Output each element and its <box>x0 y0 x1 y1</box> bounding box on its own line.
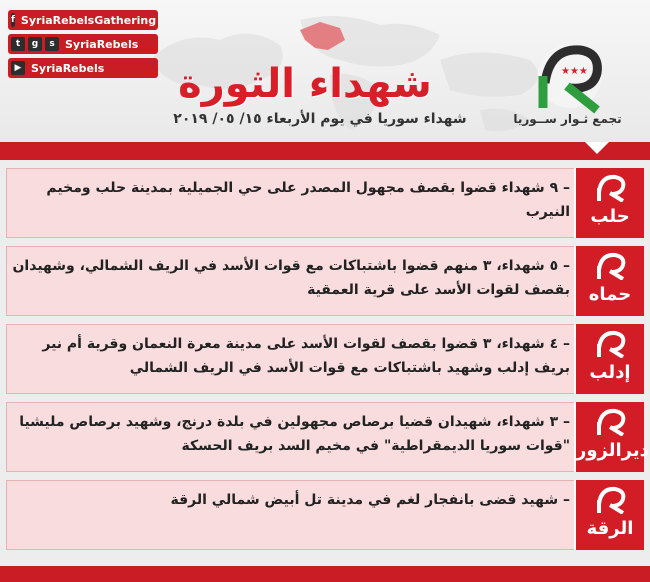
header-divider <box>0 142 650 160</box>
city-name: حلب <box>590 206 630 227</box>
badge-logo-icon <box>593 484 629 514</box>
city-badge <box>574 480 644 550</box>
header <box>0 0 650 142</box>
badge-logo-icon <box>593 172 629 202</box>
logo-text: تجمع ثـوار ســوريا <box>513 112 622 126</box>
row-text: – ٥ شهداء، ٣ منهم قضوا باشتباكات مع قوات الأسد في الريف الشمالي، وشهيدان بقصف لقوات الأسد على قرية العمقية <box>12 258 570 298</box>
city-row <box>0 402 650 472</box>
youtube-link[interactable]: ▶ SyriaRebels <box>8 58 158 78</box>
city-badge <box>574 324 644 394</box>
city-badge <box>574 246 644 316</box>
city-name: إدلب <box>589 362 631 383</box>
city-row <box>0 168 650 238</box>
city-badge <box>574 402 649 472</box>
facebook-link[interactable]: f SyriaRebelsGathering <box>8 10 158 30</box>
badge-logo-icon <box>593 250 629 280</box>
city-badge <box>574 168 644 238</box>
city-row <box>0 246 650 316</box>
city-row <box>0 324 650 394</box>
city-row <box>0 480 650 550</box>
facebook-icon: f <box>11 15 15 25</box>
row-text: – ٤ شهداء، ٣ قضوا بقصف لقوات الأسد على مدينة معرة النعمان وقرية أم نير بريف إدلب وشهيد باشتباكات مع قوات الأسد في الريف الشمالي <box>42 336 570 376</box>
badge-logo-icon <box>593 328 629 358</box>
row-text: – ٣ شهداء، شهيدان قضيا برصاص مجهولين في بلدة درنج، وشهيد برصاص مليشيا "قوات سوريا الديمقراطية" في مخيم السد بريف الحسكة <box>19 414 570 454</box>
city-name: ديرالزور <box>576 440 649 461</box>
badge-logo-icon <box>593 406 629 436</box>
svg-text:★★★: ★★★ <box>561 66 588 77</box>
footer-bar <box>0 566 650 582</box>
google-plus-icon: g <box>28 37 42 51</box>
row-text: – ٩ شهداء قضوا بقصف مجهول المصدر على حي الجميلية بمدينة حلب ومخيم النيرب <box>46 180 570 220</box>
row-text: – شهيد قضى بانفجار لغم في مدينة تل أبيض شمالي الرقة <box>170 492 570 508</box>
page-title: شهداء الثورة <box>178 61 432 107</box>
page-subtitle: شهداء سوريا في يوم الأربعاء ١٥/ ٠٥/ ٢٠١٩ <box>173 111 467 127</box>
social-links <box>8 10 158 82</box>
city-name: الرقة <box>586 518 634 539</box>
twitter-link[interactable]: t g s SyriaRebels <box>8 34 158 54</box>
youtube-icon: ▶ <box>11 61 25 75</box>
city-name: حماه <box>588 284 632 305</box>
divider-notch <box>585 142 609 154</box>
twitter-icon: t <box>11 37 25 51</box>
skype-icon: s <box>45 37 59 51</box>
